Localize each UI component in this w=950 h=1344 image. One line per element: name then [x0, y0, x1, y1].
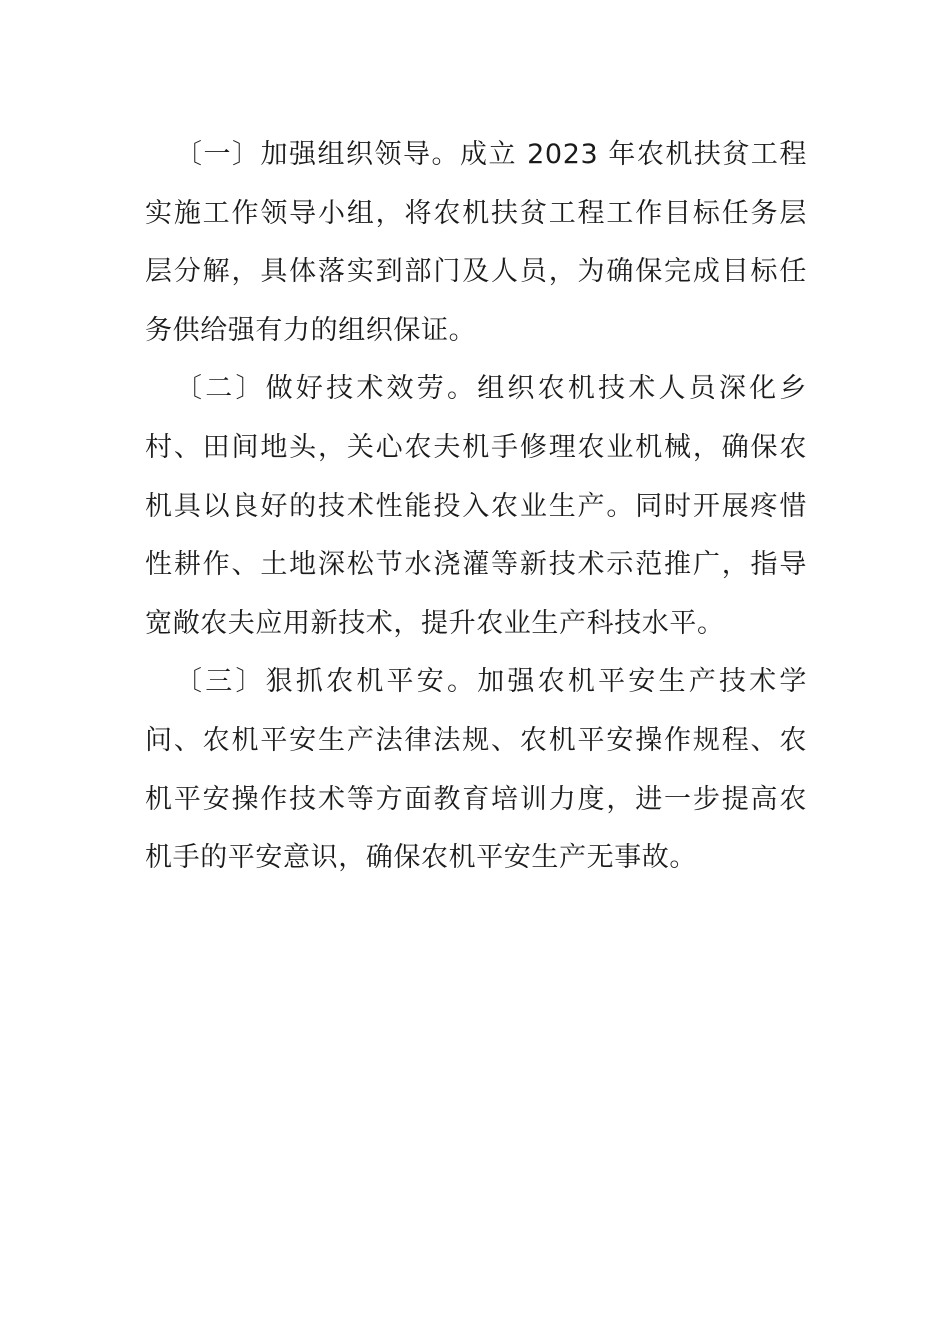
- paragraph-2: 〔二〕做好技术效劳。组织农机技术人员深化乡村、田间地头，关心农夫机手修理农业机械，确保农机具以良好的技术性能投入农业生产。同时开展疼惜性耕作、土地深松节水浇灌等新技术示范推广，指导宽敞农夫应用新技术，提升农业生产科技水平。: [145, 373, 807, 639]
- paragraph-1: 〔一〕加强组织领导。成立 2023 年农机扶贫工程实施工作领导小组，将农机扶贫工程工作目标任务层层分解，具体落实到部门及人员，为确保完成目标任务供给强有力的组织保证。: [145, 139, 807, 346]
- paragraph-3: 〔三〕狠抓农机平安。加强农机平安生产技术学问、农机平安生产法律法规、农机平安操作规程、农机平安操作技术等方面教育培训力度，进一步提高农机手的平安意识，确保农机平安生产无事故。: [145, 666, 807, 874]
- document-body: [145, 126, 807, 888]
